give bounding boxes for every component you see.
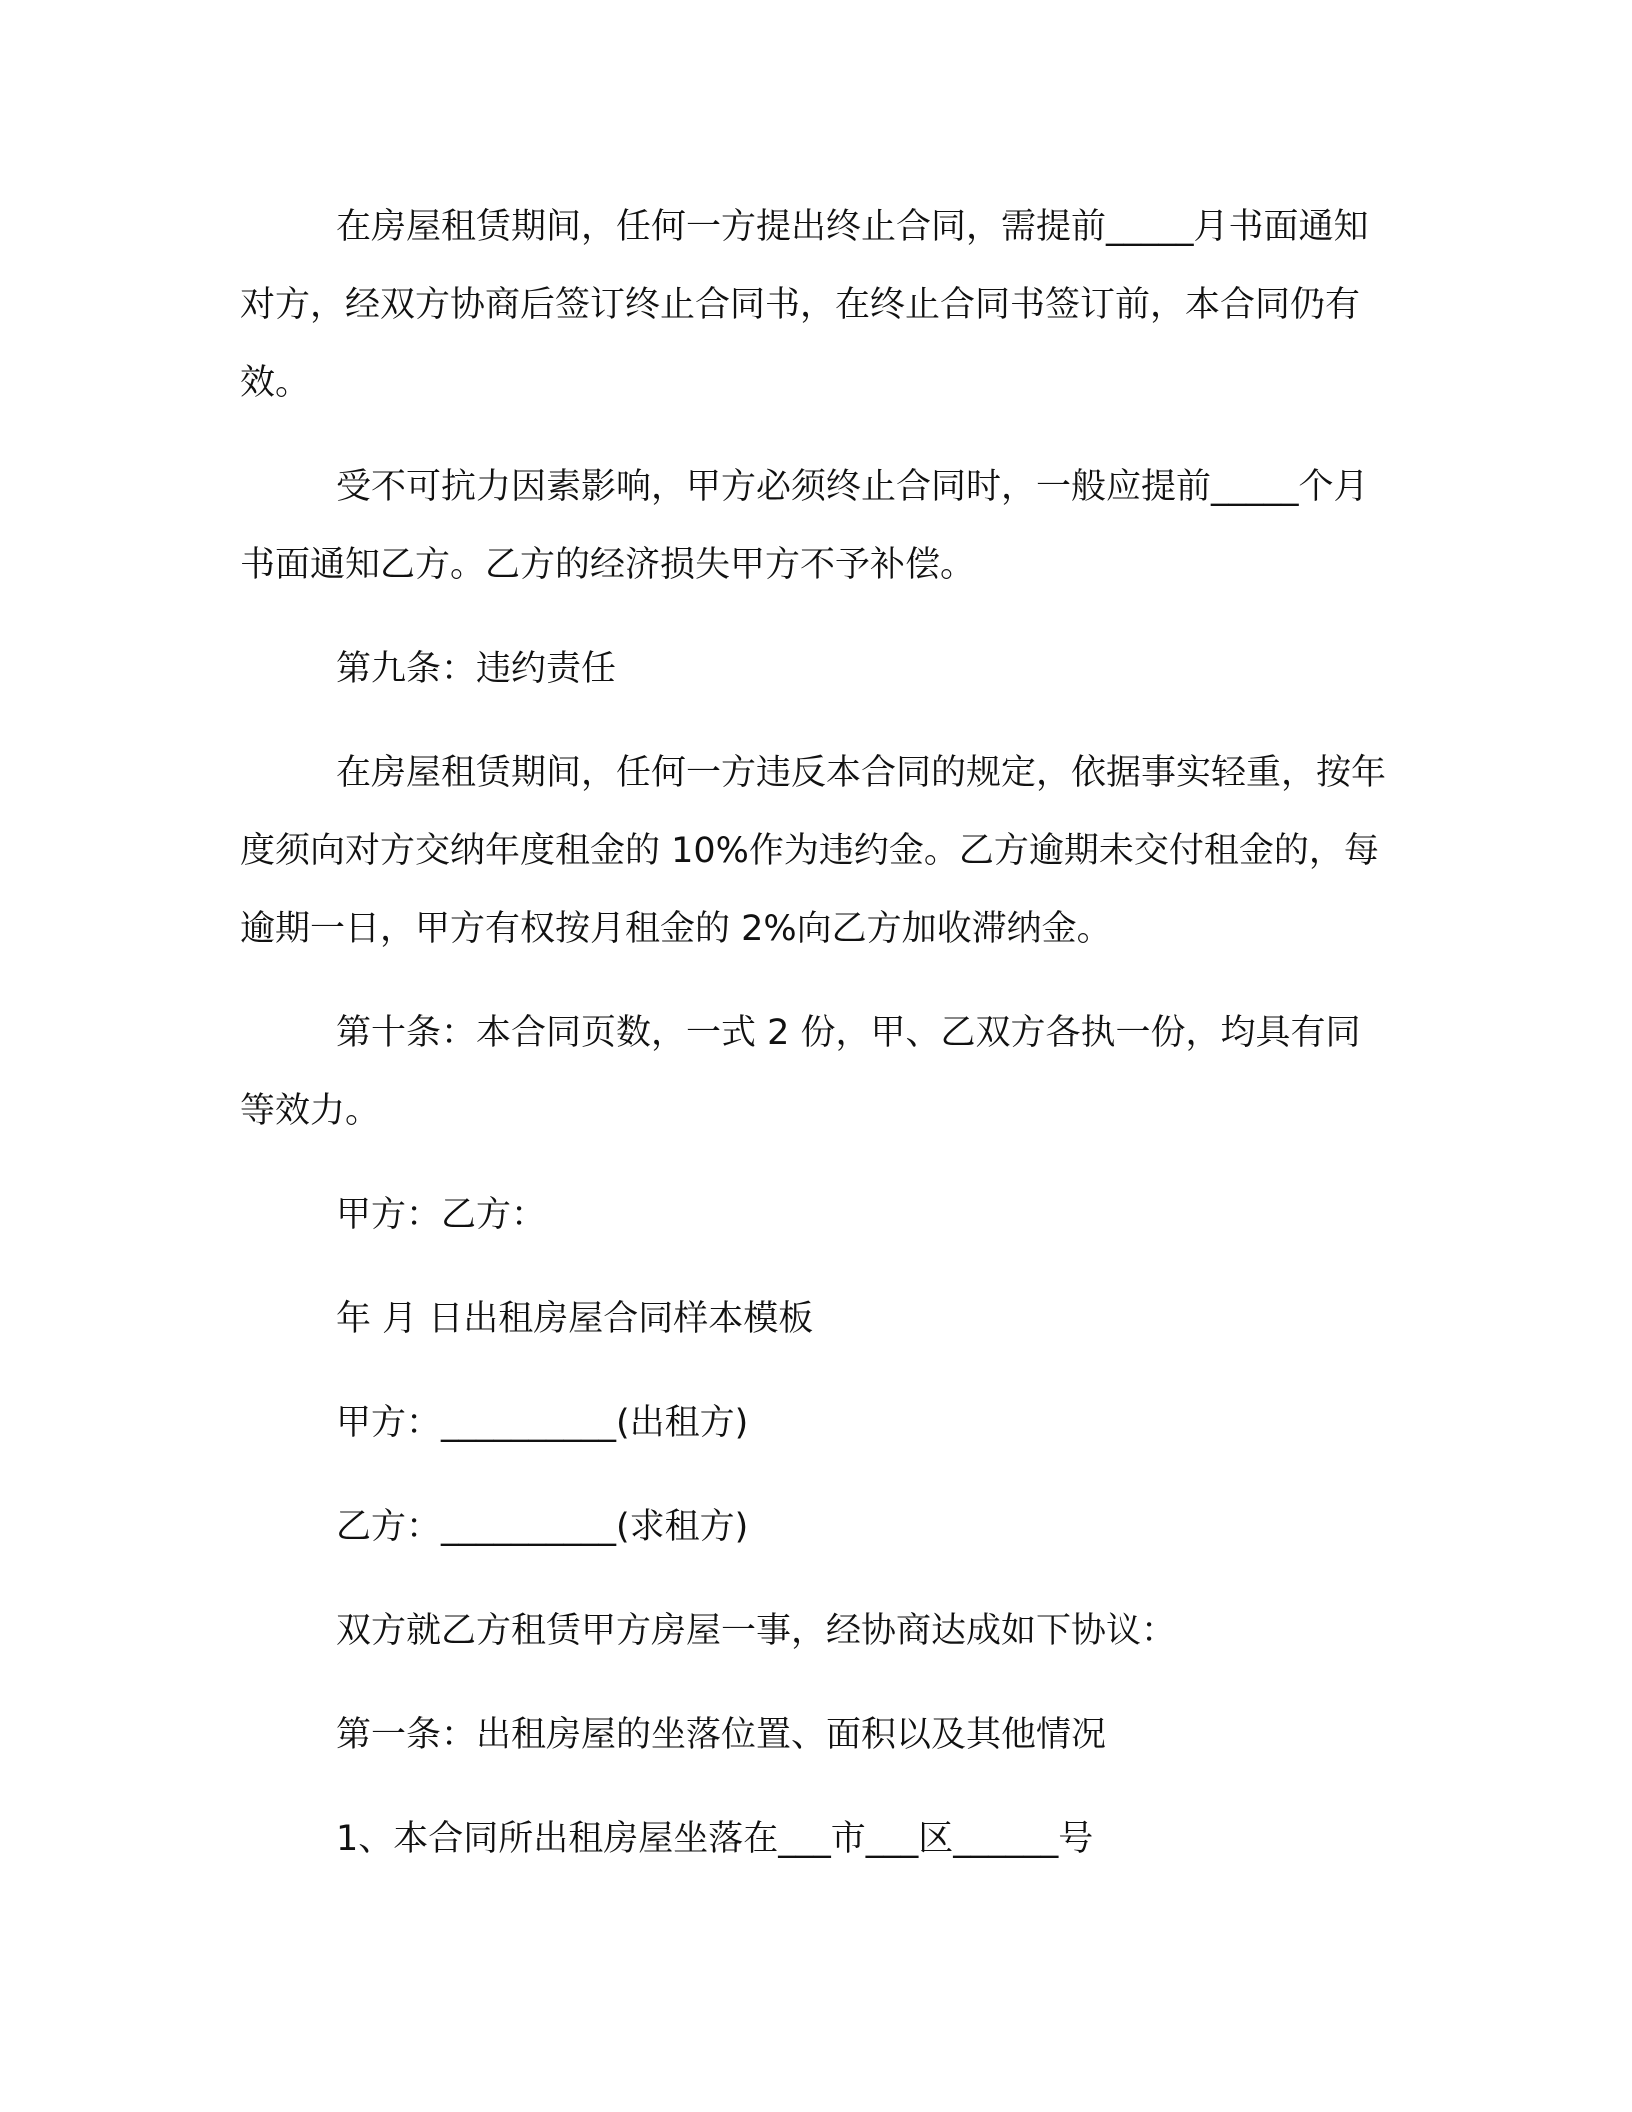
signature-parties: 甲方：乙方： <box>336 1195 547 1235</box>
heading-article-1: 第一条：出租房屋的坐落位置、面积以及其他情况 <box>336 1715 1107 1755</box>
paragraph-breach-liability: 在房屋租赁期间，任何一方违反本合同的规定，依据事实轻重，按年度须向对方交纳年度租金的 10%作为违约金。乙方逾期未交付租金的，每逾期一日，甲方有权按月租金的 2%向乙方加收滞纳金。 <box>240 753 1387 949</box>
paragraph-termination-notice: 在房屋租赁期间，任何一方提出终止合同，需提前_____月书面通知对方，经双方协商后签订终止合同书，在终止合同书签订前，本合同仍有效。 <box>240 207 1369 403</box>
document-body <box>240 188 1390 1904</box>
paragraph-force-majeure: 受不可抗力因素影响，甲方必须终止合同时，一般应提前_____个月书面通知乙方。乙方的经济损失甲方不予补偿。 <box>240 467 1369 585</box>
paragraph-article-10: 第十条：本合同页数，一式 2 份，甲、乙双方各执一份，均具有同等效力。 <box>240 1013 1361 1131</box>
agreement-intro: 双方就乙方租赁甲方房屋一事，经协商达成如下协议： <box>336 1611 1177 1651</box>
clause-1-location: 1、本合同所出租房屋坐落在___市___区______号 <box>336 1819 1094 1859</box>
date-and-template-title: 年 月 日出租房屋合同样本模板 <box>336 1299 814 1339</box>
party-b-lessee: 乙方：__________(求租方) <box>336 1507 749 1547</box>
heading-article-9: 第九条：违约责任 <box>336 649 617 689</box>
party-a-lessor: 甲方：__________(出租方) <box>336 1403 749 1443</box>
